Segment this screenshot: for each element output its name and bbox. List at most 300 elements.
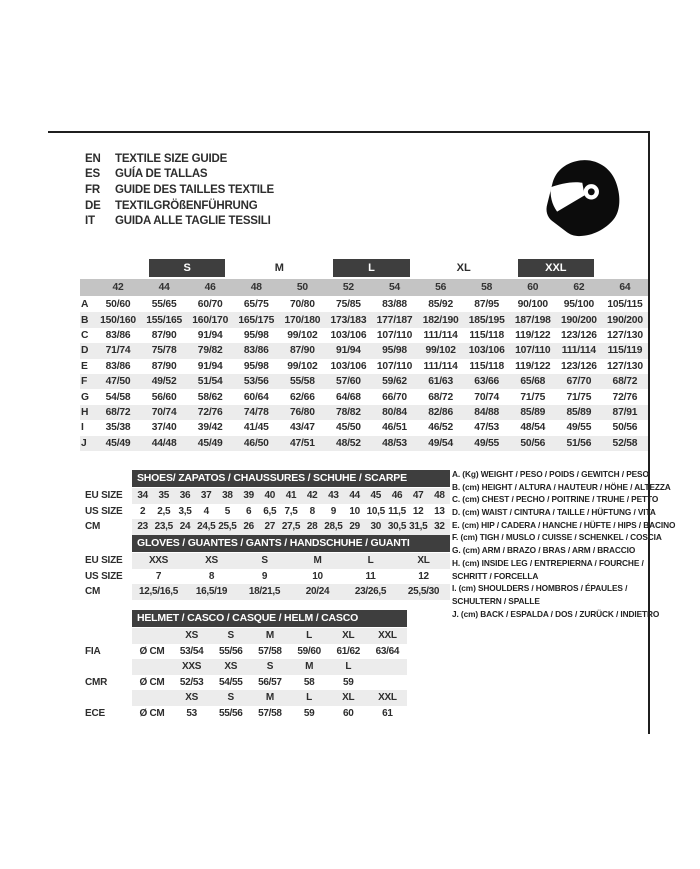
measure-row bbox=[80, 436, 648, 451]
measure-cell: 72/76 bbox=[612, 391, 638, 403]
size-cell: XL bbox=[342, 692, 355, 704]
size-cell: M bbox=[265, 630, 274, 642]
row-label: CM bbox=[85, 586, 101, 598]
measure-cell: 59/60 bbox=[297, 645, 321, 657]
size-cell: S bbox=[227, 692, 234, 704]
measure-cell: 66/70 bbox=[382, 391, 407, 403]
measure-cell: 83/86 bbox=[105, 329, 131, 341]
measure-cell: 177/187 bbox=[376, 314, 413, 326]
measure-cell: 99/102 bbox=[287, 329, 318, 341]
measure-cell: 60/70 bbox=[197, 299, 223, 311]
measure-cell: 59/62 bbox=[382, 376, 407, 388]
size-cell: 23,5 bbox=[154, 521, 173, 533]
gloves-table bbox=[85, 535, 450, 600]
helmet-table-rows bbox=[85, 628, 407, 721]
size-cell: 12,5/16,5 bbox=[138, 586, 178, 598]
size-number-cell: 42 bbox=[112, 282, 124, 293]
row-cells bbox=[132, 675, 407, 691]
size-cell: 6,5 bbox=[263, 505, 277, 517]
size-cell: M bbox=[313, 555, 322, 567]
measure-cell: 67/70 bbox=[566, 376, 592, 388]
language-row bbox=[85, 213, 274, 229]
measure-cell: 182/190 bbox=[422, 314, 459, 326]
measure-cell: 50/56 bbox=[612, 422, 638, 434]
measure-cell: 173/183 bbox=[330, 314, 367, 326]
measure-cell: 54/55 bbox=[218, 676, 243, 688]
size-cell: 23 bbox=[137, 521, 148, 533]
size-cell: 3,5 bbox=[178, 505, 192, 517]
size-number-cell: 56 bbox=[435, 282, 447, 293]
row-label bbox=[85, 659, 132, 675]
row-label bbox=[85, 628, 132, 644]
legend-item: H. (cm) INSIDE LEG / ENTREPIERNA / FOURCHE / bbox=[452, 557, 644, 568]
measure-cell: 55/58 bbox=[289, 376, 315, 388]
measure-cell: 75/78 bbox=[151, 345, 177, 357]
measure-cell: 68/72 bbox=[612, 376, 638, 388]
measure-cell: 46/50 bbox=[243, 437, 269, 449]
measure-cell: 99/102 bbox=[287, 360, 318, 372]
size-cell: 2 bbox=[139, 505, 146, 517]
row-cells bbox=[132, 504, 450, 520]
size-cell: XS bbox=[224, 661, 238, 673]
measure-cell: 75/85 bbox=[336, 299, 361, 311]
racing-helmet-icon bbox=[540, 153, 630, 245]
measure-cell: 190/200 bbox=[607, 314, 643, 326]
measure-row bbox=[80, 374, 648, 389]
size-cell: 10 bbox=[349, 505, 360, 517]
legend-item-wrap: SCHRITT / FORCELLA bbox=[452, 570, 539, 581]
measure-cell: 45/49 bbox=[105, 437, 131, 449]
measure-cell: 127/130 bbox=[607, 329, 643, 341]
size-cell: 9 bbox=[330, 505, 337, 517]
measure-cell: 111/114 bbox=[561, 345, 596, 357]
measure-cell: 54/58 bbox=[105, 391, 131, 403]
measure-row bbox=[80, 420, 648, 435]
size-cell: XXL bbox=[378, 692, 397, 704]
measure-cell: 185/195 bbox=[468, 314, 505, 326]
size-number-cell: 64 bbox=[619, 282, 631, 293]
row-cells bbox=[132, 519, 450, 535]
size-cell: 10 bbox=[312, 570, 323, 582]
size-cell: 29 bbox=[349, 521, 360, 533]
measure-cell: 90/100 bbox=[517, 299, 548, 311]
size-cell: S bbox=[227, 630, 234, 642]
measure-cell: 44/48 bbox=[151, 437, 177, 449]
measure-cell: 107/110 bbox=[376, 329, 413, 341]
measure-cell: 60/64 bbox=[243, 391, 269, 403]
size-cell: 11,5 bbox=[388, 505, 406, 517]
measure-cell: 165/175 bbox=[238, 314, 275, 326]
measure-cell: 87/90 bbox=[151, 360, 177, 372]
size-cell: 43 bbox=[328, 490, 339, 502]
measure-cell: 119/122 bbox=[515, 360, 551, 372]
measure-cell: 68/72 bbox=[428, 391, 453, 403]
measure-cell: 37/40 bbox=[151, 422, 177, 434]
measure-cell: 123/126 bbox=[560, 329, 597, 341]
measure-cell: 46/51 bbox=[382, 422, 407, 434]
measure-cell: 85/89 bbox=[566, 406, 592, 418]
measure-cell: 190/200 bbox=[560, 314, 597, 326]
size-cell: 37 bbox=[200, 490, 212, 502]
measure-row bbox=[80, 328, 648, 343]
size-group-s: S bbox=[149, 259, 225, 277]
row-letter: F bbox=[81, 376, 88, 388]
size-cell: 4 bbox=[203, 505, 209, 517]
measure-cell: 115/118 bbox=[469, 360, 505, 372]
row-cells bbox=[132, 553, 450, 569]
size-cell: 26 bbox=[243, 521, 254, 533]
row-cells bbox=[132, 569, 450, 585]
gloves-table-rows bbox=[85, 553, 450, 600]
row-label: US SIZE bbox=[85, 505, 123, 517]
row-cells bbox=[132, 706, 407, 722]
size-group-row bbox=[80, 258, 648, 277]
measure-cell: 115/119 bbox=[607, 345, 643, 357]
legend-item: A. (Kg) WEIGHT / PESO / POIDS / GEWITCH / PESO bbox=[452, 469, 649, 479]
size-number-cell: 48 bbox=[250, 282, 262, 293]
row-label: CM bbox=[85, 521, 101, 533]
size-cell: 25,5 bbox=[218, 521, 237, 533]
size-cell: 28 bbox=[306, 521, 318, 533]
measure-cell: 61/62 bbox=[336, 645, 360, 657]
row-cells bbox=[132, 628, 407, 644]
measure-cell: 87/90 bbox=[289, 345, 315, 357]
measure-cell: 115/118 bbox=[469, 329, 505, 341]
size-group-l: L bbox=[333, 259, 409, 277]
language-code: FR bbox=[85, 183, 100, 196]
row-letter: G bbox=[81, 391, 89, 403]
size-cell: XL bbox=[417, 555, 430, 567]
legend-item: C. (cm) CHEST / PECHO / POITRINE / TRUHE / PETTO bbox=[452, 494, 659, 505]
measure-row bbox=[80, 312, 648, 327]
size-cell: 9 bbox=[261, 570, 268, 582]
size-cell: 7 bbox=[155, 570, 162, 582]
helmet-size-row bbox=[85, 628, 407, 644]
measure-cell: 64/68 bbox=[336, 391, 361, 403]
measure-cell: 51/54 bbox=[197, 376, 223, 388]
shoes-row bbox=[85, 504, 450, 520]
size-number-cell: 62 bbox=[573, 282, 585, 293]
measure-cell: 71/75 bbox=[520, 391, 546, 403]
shoes-row bbox=[85, 519, 450, 535]
measure-cell: 80/84 bbox=[382, 406, 407, 418]
measure-cell: 107/110 bbox=[376, 360, 413, 372]
size-cell: 11 bbox=[365, 570, 376, 582]
legend-item: G. (cm) ARM / BRAZO / BRAS / ARM / BRACCIO bbox=[452, 545, 636, 556]
measure-cell: 47/50 bbox=[105, 376, 131, 388]
measure-cell: 71/75 bbox=[566, 391, 592, 403]
measure-cell: 65/75 bbox=[243, 299, 269, 311]
measure-cell: 52/58 bbox=[612, 437, 638, 449]
size-cell: 40 bbox=[264, 490, 276, 502]
language-code: DE bbox=[85, 199, 101, 212]
measure-cell: 85/89 bbox=[520, 406, 546, 418]
measure-cell: 56/60 bbox=[151, 391, 177, 403]
row-letter: E bbox=[81, 360, 88, 372]
helmet-value-row bbox=[85, 706, 407, 722]
size-cell: 31,5 bbox=[409, 521, 428, 533]
measure-cell: 49/54 bbox=[428, 437, 453, 449]
gloves-row bbox=[85, 553, 450, 569]
measure-cell: 57/58 bbox=[258, 645, 282, 657]
size-cell: 32 bbox=[434, 521, 445, 533]
measure-cell: 57/58 bbox=[258, 707, 282, 719]
language-code: ES bbox=[85, 168, 100, 181]
measurement-legend bbox=[452, 468, 676, 620]
measure-cell: 83/86 bbox=[105, 360, 131, 372]
frame-right-border bbox=[648, 131, 650, 734]
size-cell: 24 bbox=[179, 521, 191, 533]
row-letter: J bbox=[81, 437, 87, 449]
measure-cell: 87/95 bbox=[474, 299, 500, 311]
measure-cell: 70/80 bbox=[289, 299, 315, 311]
row-letter: I bbox=[81, 422, 84, 434]
measure-cell: 71/74 bbox=[105, 345, 131, 357]
shoes-table-title: SHOES/ ZAPATOS / CHAUSSURES / SCHUHE / SCARPE bbox=[132, 470, 450, 487]
gloves-row bbox=[85, 584, 450, 600]
gloves-row bbox=[85, 569, 450, 585]
row-letter: D bbox=[81, 345, 89, 357]
measure-cell: 83/88 bbox=[382, 299, 407, 311]
size-cell: 10,5 bbox=[366, 505, 385, 517]
row-label: US SIZE bbox=[85, 570, 123, 582]
measure-cell: 49/55 bbox=[474, 437, 500, 449]
measure-cell: 41/45 bbox=[243, 422, 269, 434]
size-cell: 12 bbox=[418, 570, 429, 582]
size-number-cell: 54 bbox=[389, 282, 401, 293]
row-letter: H bbox=[81, 406, 89, 418]
measure-cell: 63/66 bbox=[474, 376, 500, 388]
measure-cell: 48/53 bbox=[382, 437, 407, 449]
size-cell: 25,5/30 bbox=[407, 586, 440, 598]
measure-cell: 79/82 bbox=[197, 345, 223, 357]
diameter-cell: Ø CM bbox=[139, 707, 165, 719]
measure-cell: 53/54 bbox=[179, 645, 204, 657]
measure-cell: 91/94 bbox=[197, 360, 223, 372]
size-cell: 36 bbox=[179, 490, 191, 502]
language-title: TEXTILE SIZE GUIDE bbox=[115, 152, 228, 165]
measure-row bbox=[80, 343, 648, 358]
measure-cell: 95/98 bbox=[243, 360, 269, 372]
row-letter: C bbox=[81, 329, 89, 341]
size-cell: 39 bbox=[243, 490, 254, 502]
shoes-table-rows bbox=[85, 488, 450, 535]
language-title: TEXTILGRÖßENFÜHRUNG bbox=[115, 199, 258, 212]
measure-cell: 47/51 bbox=[289, 437, 315, 449]
measure-cell: 61/63 bbox=[428, 376, 453, 388]
row-cells bbox=[132, 584, 450, 600]
measure-cell: 155/165 bbox=[146, 314, 183, 326]
size-cell: 24,5 bbox=[197, 521, 216, 533]
measure-cell: 160/170 bbox=[192, 314, 229, 326]
measure-cell: 51/56 bbox=[566, 437, 592, 449]
measure-row bbox=[80, 405, 648, 420]
size-cell: M bbox=[305, 661, 314, 673]
size-cell: S bbox=[261, 555, 268, 567]
measure-cell: 105/115 bbox=[607, 299, 643, 311]
row-label: EU SIZE bbox=[85, 490, 123, 502]
gloves-table-title: GLOVES / GUANTES / GANTS / HANDSCHUHE / GUANTI bbox=[132, 535, 450, 552]
measure-cell: 82/86 bbox=[428, 406, 453, 418]
size-cell: S bbox=[266, 661, 274, 673]
size-cell: 7,5 bbox=[284, 505, 298, 517]
row-cells bbox=[132, 644, 407, 660]
legend-item: I. (cm) SHOULDERS / HOMBROS / ÉPAULES / bbox=[452, 583, 628, 594]
size-cell: 8 bbox=[309, 505, 315, 517]
size-cell: 6 bbox=[245, 505, 252, 517]
measure-cell: 60 bbox=[342, 707, 354, 719]
row-letter: A bbox=[81, 299, 89, 311]
size-number-cell: 52 bbox=[342, 282, 354, 293]
language-row bbox=[85, 167, 274, 183]
row-cells bbox=[132, 488, 450, 504]
size-cell: 47 bbox=[412, 490, 424, 502]
measure-cell: 59 bbox=[303, 707, 315, 719]
measure-cell: 76/80 bbox=[289, 406, 315, 418]
language-row bbox=[85, 182, 274, 198]
measure-cell: 62/66 bbox=[289, 391, 315, 403]
size-cell: M bbox=[265, 692, 274, 704]
measure-cell: 58 bbox=[303, 676, 315, 688]
measure-cell: 49/52 bbox=[151, 376, 177, 388]
measure-cell: 119/122 bbox=[515, 329, 551, 341]
measure-cell: 91/94 bbox=[336, 345, 361, 357]
size-cell: XS bbox=[205, 555, 218, 567]
size-number-cell: 60 bbox=[527, 282, 539, 293]
measure-cell: 95/98 bbox=[243, 329, 269, 341]
legend-item: J. (cm) BACK / ESPALDA / DOS / ZURÜCK / INDIETRO bbox=[452, 608, 660, 619]
size-cell: L bbox=[345, 661, 352, 673]
size-cell: XXL bbox=[378, 630, 397, 642]
legend-item: D. (cm) WAIST / CINTURA / TAILLE / HÜFTUNG / VITA bbox=[452, 507, 656, 518]
measure-cell: 107/110 bbox=[515, 345, 551, 357]
legend-item: F. (cm) TIGH / MUSLO / CUISSE / SCHENKEL / COSCIA bbox=[452, 532, 662, 543]
measure-cell: 123/126 bbox=[560, 360, 597, 372]
size-cell: 42 bbox=[306, 490, 318, 502]
language-row bbox=[85, 151, 274, 167]
measure-cell: 72/76 bbox=[197, 406, 223, 418]
measure-cell: 187/198 bbox=[514, 314, 551, 326]
measure-cell: 74/78 bbox=[243, 406, 269, 418]
size-number-row bbox=[80, 279, 648, 296]
helmet-table bbox=[85, 610, 407, 721]
size-group-xl: XL bbox=[456, 261, 471, 274]
size-cell: XXS bbox=[148, 555, 169, 567]
size-number-cell: 46 bbox=[204, 282, 216, 293]
measure-cell: 127/130 bbox=[607, 360, 643, 372]
measure-cell: 35/38 bbox=[105, 422, 131, 434]
size-cell: L bbox=[367, 555, 374, 567]
measure-cell: 99/102 bbox=[425, 345, 456, 357]
size-cell: 44 bbox=[349, 490, 360, 502]
size-cell: 12 bbox=[412, 505, 424, 517]
measure-cell: 87/90 bbox=[151, 329, 177, 341]
measure-cell: 45/49 bbox=[197, 437, 223, 449]
measure-cell: 84/88 bbox=[474, 406, 500, 418]
language-row bbox=[85, 198, 274, 214]
shoes-row bbox=[85, 488, 450, 504]
measure-cell: 58/62 bbox=[197, 391, 223, 403]
row-cells bbox=[132, 659, 407, 675]
size-cell: 30 bbox=[370, 521, 382, 533]
helmet-size-row bbox=[85, 659, 407, 675]
language-code: IT bbox=[85, 215, 95, 228]
measure-cell: 61 bbox=[382, 707, 393, 719]
size-cell: XS bbox=[185, 630, 198, 642]
measure-cell: 48/52 bbox=[336, 437, 361, 449]
measure-cell: 87/91 bbox=[612, 406, 638, 418]
helmet-size-row bbox=[85, 690, 407, 706]
size-cell: 41 bbox=[285, 490, 297, 502]
measure-cell: 52/53 bbox=[179, 676, 204, 688]
measure-row bbox=[80, 389, 648, 404]
measure-cell: 95/98 bbox=[382, 345, 407, 357]
measure-cell: 111/114 bbox=[423, 329, 458, 341]
measure-cell: 83/86 bbox=[243, 345, 269, 357]
size-cell: 30,5 bbox=[387, 521, 407, 533]
language-list bbox=[85, 151, 274, 229]
measure-cell: 70/74 bbox=[474, 391, 500, 403]
language-title: GUIDE DES TAILLES TEXTILE bbox=[115, 183, 274, 196]
measure-row bbox=[80, 359, 648, 374]
measure-cell: 63/64 bbox=[375, 645, 400, 657]
legend-item: B. (cm) HEIGHT / ALTURA / HAUTEUR / HÖHE / ALTEZZA bbox=[452, 481, 671, 492]
row-label: FIA bbox=[85, 645, 101, 657]
measure-cell: 170/180 bbox=[284, 314, 321, 326]
row-label bbox=[85, 690, 132, 706]
measure-cell: 49/55 bbox=[566, 422, 592, 434]
size-cell: XS bbox=[185, 692, 198, 704]
helmet-value-row bbox=[85, 675, 407, 691]
measure-cell: 85/92 bbox=[428, 299, 453, 311]
size-cell: 28,5 bbox=[324, 521, 343, 533]
legend-item-wrap: SCHULTERN / SPALLE bbox=[452, 595, 540, 606]
size-number-cell: 58 bbox=[481, 282, 493, 293]
size-cell: L bbox=[306, 630, 312, 642]
size-cell: 20/24 bbox=[305, 586, 330, 598]
measure-cell: 55/56 bbox=[218, 645, 243, 657]
row-cells bbox=[132, 690, 407, 706]
measure-cell: 53 bbox=[186, 707, 197, 719]
measure-cell: 95/100 bbox=[563, 299, 595, 311]
row-letter: B bbox=[81, 314, 89, 326]
row-label: CMR bbox=[85, 676, 108, 688]
measure-cell: 103/106 bbox=[330, 329, 367, 341]
measure-cell: 47/53 bbox=[474, 422, 500, 434]
helmet-value-row bbox=[85, 644, 407, 660]
language-title: GUÍA DE TALLAS bbox=[115, 168, 208, 181]
measure-cell: 103/106 bbox=[468, 345, 505, 357]
size-number-cell: 44 bbox=[158, 282, 170, 293]
diameter-cell: Ø CM bbox=[139, 645, 165, 657]
measure-cell: 150/160 bbox=[100, 314, 136, 326]
measure-cell: 68/72 bbox=[105, 406, 131, 418]
measure-cell: 53/56 bbox=[243, 376, 269, 388]
measure-cell: 55/65 bbox=[151, 299, 177, 311]
measure-cell: 70/74 bbox=[151, 406, 177, 418]
measure-cell: 59 bbox=[342, 676, 354, 688]
size-cell: 8 bbox=[208, 570, 215, 582]
diameter-cell: Ø CM bbox=[139, 676, 165, 688]
row-label: EU SIZE bbox=[85, 555, 123, 567]
size-cell: 35 bbox=[158, 490, 170, 502]
size-cell: XXS bbox=[182, 661, 202, 673]
size-cell: 5 bbox=[224, 505, 231, 517]
size-cell: 38 bbox=[222, 490, 233, 502]
measure-cell: 48/54 bbox=[520, 422, 546, 434]
size-group-m: M bbox=[274, 261, 284, 274]
size-cell: 34 bbox=[137, 490, 148, 502]
